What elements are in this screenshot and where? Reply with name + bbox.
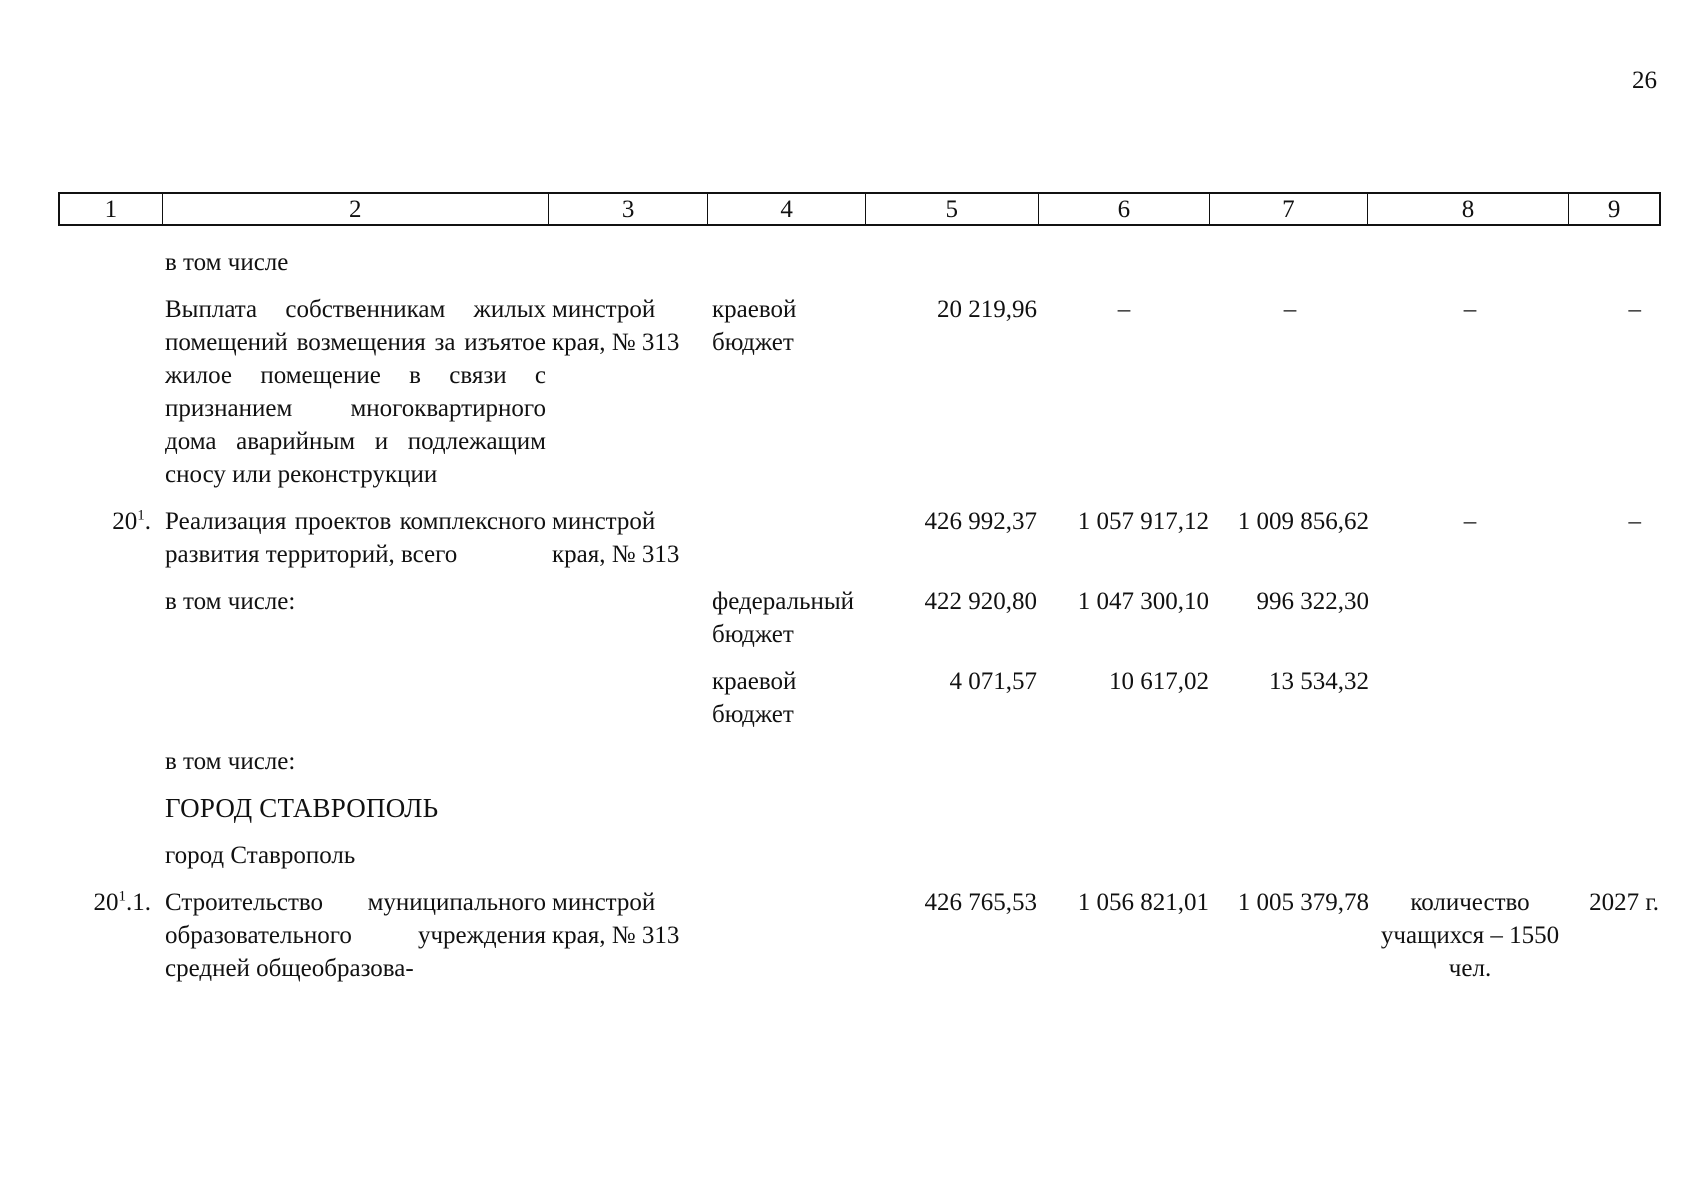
federal-source: федеральный бюджет [712, 588, 855, 648]
regional-col7: 13 534,32 [1269, 668, 1369, 695]
table-row [58, 505, 1661, 571]
header-col-2: 2 [163, 194, 549, 224]
header-col-7: 7 [1210, 194, 1368, 224]
city-heading: город Ставрополь [165, 842, 356, 869]
item-number: $20^1.1$. [93, 888, 151, 916]
item-number: $20^1$. [112, 507, 151, 535]
header-col-9: 9 [1607, 196, 1621, 223]
item-col8: количество учащихся – 1550 чел. [1380, 889, 1560, 982]
regional-col5: 4 071,57 [949, 668, 1037, 695]
item-description: Строительство муниципального образовательного учреждения средней общеобразова- [165, 889, 546, 982]
city-heading-upper: ГОРОД СТАВРОПОЛЬ [165, 793, 439, 823]
table-body [58, 246, 1661, 985]
including-label: в том числе: [165, 748, 296, 775]
item-col7: 1 009 856,62 [1237, 508, 1369, 535]
table-header-row [58, 192, 1661, 226]
regional-col6: 10 617,02 [1109, 668, 1209, 695]
item-description: Реализация проектов комплексного развития территорий, всего [165, 508, 546, 568]
item-col9: – [1628, 296, 1641, 323]
item-col5: 426 992,37 [924, 508, 1037, 535]
table-row [58, 839, 1661, 872]
item-description: Выплата собственникам жилых помещений возмещения за изъятое жилое помещение в связи с признанием многоквартирного дома аварийным и подлежащим сносу или реконструкции [165, 296, 546, 488]
header-col-1: 1 [60, 194, 163, 224]
header-col-3: 3 [549, 194, 709, 224]
item-col6: 1 057 917,12 [1077, 508, 1209, 535]
item-col7: – [1283, 296, 1297, 323]
header-col-5: 5 [866, 194, 1039, 224]
item-col6: 1 056 821,01 [1077, 889, 1209, 916]
federal-col5: 422 920,80 [924, 588, 1037, 615]
item-executor: минстрой края, № 313 [552, 296, 680, 356]
header-col-6: 6 [1039, 194, 1211, 224]
item-col5: 20 219,96 [937, 296, 1037, 323]
including-label: в том числе [165, 249, 289, 276]
item-source: краевой бюджет [712, 296, 797, 356]
regional-source: краевой бюджет [712, 668, 797, 728]
table-row [58, 246, 1661, 279]
item-col8: – [1463, 508, 1477, 535]
table-row [58, 886, 1661, 985]
table-row [58, 745, 1661, 778]
item-col6: – [1117, 296, 1131, 323]
table-row [58, 665, 1661, 731]
table-row [58, 585, 1661, 651]
item-col9: 2027 г. [1589, 889, 1659, 916]
federal-col6: 1 047 300,10 [1077, 588, 1209, 615]
header-col-4: 4 [708, 194, 866, 224]
item-col8: – [1463, 296, 1477, 323]
item-executor: минстрой края, № 313 [552, 508, 680, 568]
table-row [58, 792, 1661, 825]
table-row [58, 293, 1661, 491]
item-col7: 1 005 379,78 [1237, 889, 1369, 916]
item-col5: 426 765,53 [924, 889, 1037, 916]
page-number: 26 [1632, 67, 1657, 94]
item-col9: – [1628, 508, 1641, 535]
federal-col7: 996 322,30 [1256, 588, 1369, 615]
item-executor: минстрой края, № 313 [552, 889, 680, 949]
including-label: в том числе: [165, 588, 296, 615]
header-col-8: 8 [1368, 194, 1570, 224]
